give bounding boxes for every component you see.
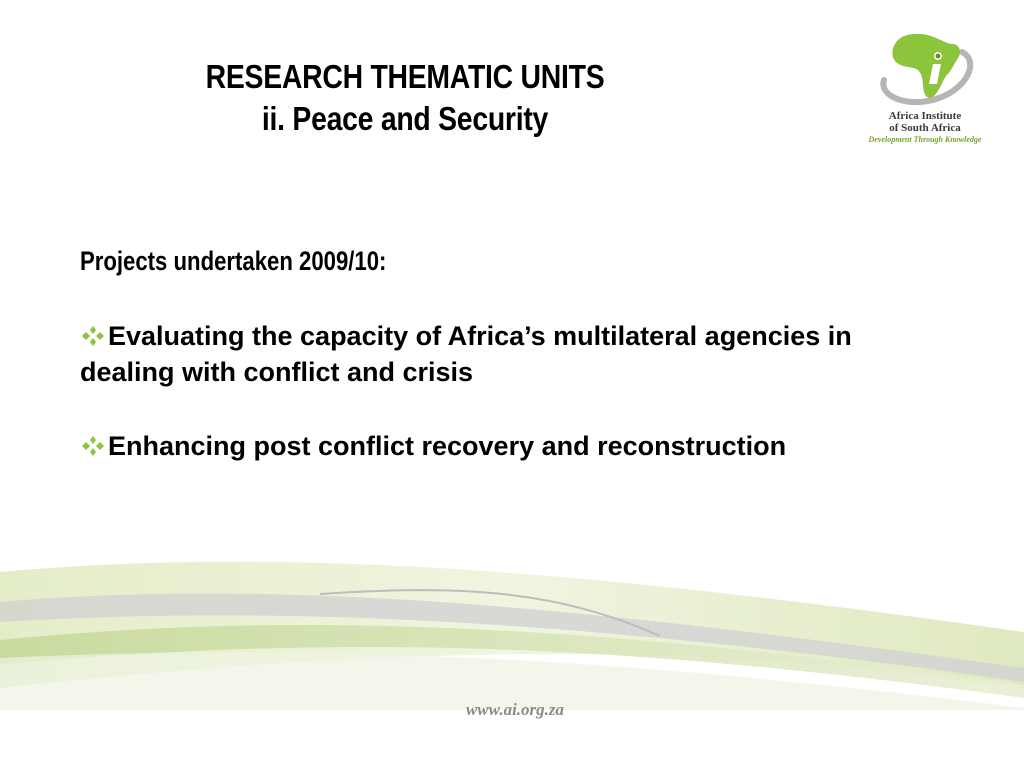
diamond-bullet-icon [80,435,106,457]
list-item [80,318,880,390]
title-line-1: RESEARCH THEMATIC UNITS [205,58,605,95]
projects-heading: Projects undertaken 2009/10: [80,246,387,276]
slide-title [186,56,625,140]
africa-institute-logo [860,30,990,150]
list-item-text: Evaluating the capacity of Africa’s multilateral agencies in dealing with conflict and crisis [80,321,852,387]
decorative-swoosh [0,540,1024,710]
africa-map-info-icon [874,30,978,110]
logo-name-line-2: of South Africa [889,122,961,134]
list-item [80,428,880,464]
title-line-2: ii. Peace and Security [261,100,549,137]
logo-tagline: Development Through Knowledge [868,135,982,144]
list-item-text: Enhancing post conflict recovery and reconstruction [108,431,787,461]
logo-name [860,110,990,134]
logo-name-line-1: Africa Institute [888,110,962,122]
diamond-bullet-icon [80,325,106,347]
footer-url[interactable]: www.ai.org.za [465,700,565,719]
